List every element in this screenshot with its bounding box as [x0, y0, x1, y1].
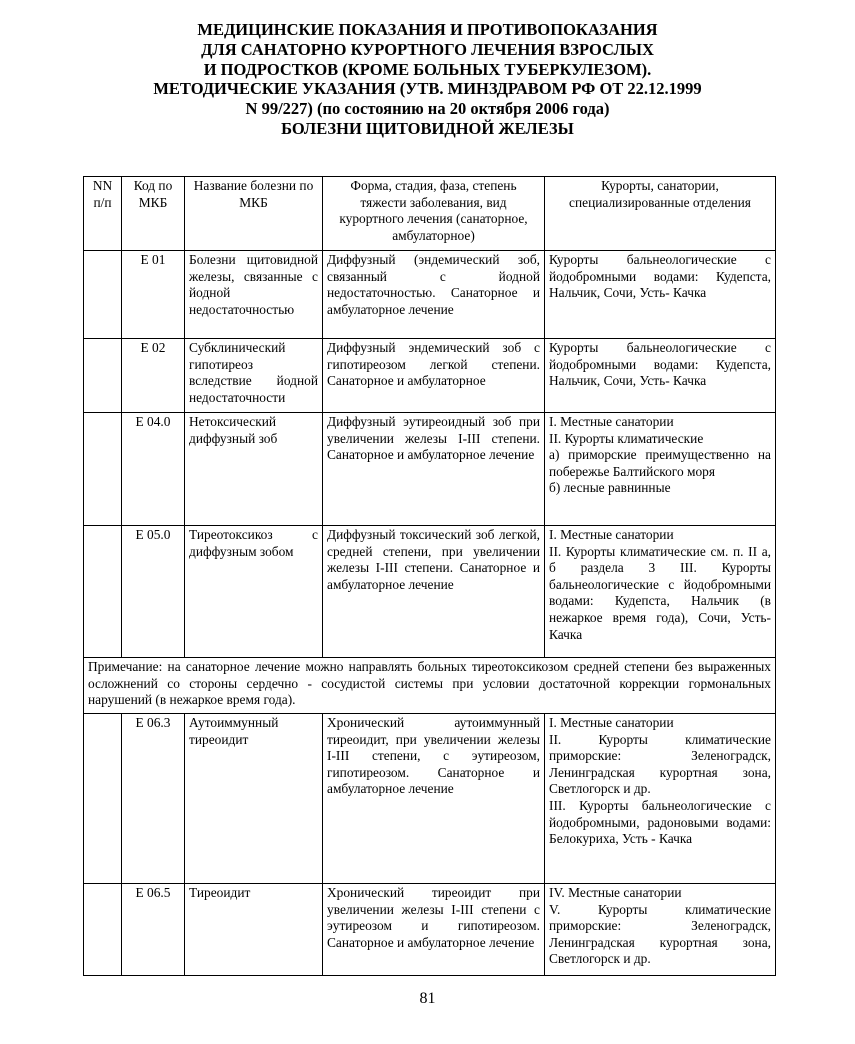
cell-form: Диффузный токсический зоб легкой, средней степени, при увеличении железы I-III степени. Санаторное и амбулаторное лечение	[323, 526, 545, 658]
resort-line: а) приморские преимущественно на побережье Балтийского моря	[549, 447, 771, 479]
cell-nn	[84, 251, 122, 339]
resort-line: Курорты бальнеологические с йодобромными водами: Кудепста, Нальчик, Сочи, Усть- Качка	[549, 340, 771, 389]
cell-resorts	[545, 413, 776, 526]
cell-disease-name: Тиреотоксикоз с диффузным зобом	[185, 526, 323, 658]
cell-disease-name: Нетоксический диффузный зоб	[185, 413, 323, 526]
cell-resorts	[545, 339, 776, 413]
cell-form: Хронический аутоиммунный тиреоидит, при увеличении железы I-III степени, с эутиреозом, гипотиреозом. Санаторное и амбулаторное лечение	[323, 714, 545, 884]
table-row	[84, 413, 776, 526]
table-row	[84, 526, 776, 658]
resort-line: I. Местные санатории	[549, 414, 674, 429]
cell-code: Е 05.0	[122, 526, 185, 658]
resort-line: I. Местные санатории	[549, 715, 674, 730]
cell-code: Е 04.0	[122, 413, 185, 526]
table-header-row	[84, 177, 776, 251]
resort-line: I. Местные санатории	[549, 527, 674, 542]
cell-form: Диффузный эутиреоидный зоб при увеличении железы I-III степени. Санаторное и амбулаторное лечение	[323, 413, 545, 526]
cell-nn	[84, 714, 122, 884]
resort-line: II. Курорты климатические	[549, 430, 704, 446]
cell-disease-name: Тиреоидит	[185, 884, 323, 976]
table-row	[84, 884, 776, 976]
header-nn: NN п/п	[84, 177, 122, 251]
cell-disease-name: Субклинический гипотиреоз вследствие йодной недостаточности	[185, 339, 323, 413]
cell-form: Хронический тиреоидит при увеличении железы I-III степени с эутиреозом и гипотиреозом. Санаторное и амбулаторное лечение	[323, 884, 545, 976]
resort-line: V. Курорты климатические приморские: Зеленоградск, Ленинградская курортная зона, Светлогорск и др.	[549, 901, 771, 967]
title-line: И ПОДРОСТКОВ (КРОМЕ БОЛЬНЫХ ТУБЕРКУЛЕЗОМ).	[203, 59, 652, 79]
cell-disease-name: Болезни щитовидной железы, связанные с йодной недостаточностью	[185, 251, 323, 339]
cell-nn	[84, 884, 122, 976]
cell-nn	[84, 526, 122, 658]
table-row	[84, 714, 776, 884]
title-line: МЕДИЦИНСКИЕ ПОКАЗАНИЯ И ПРОТИВОПОКАЗАНИЯ	[197, 20, 658, 39]
resort-line: II. Курорты климатические см. п. II а, б раздела 3 III. Курорты бальнеологические с йодобромными водами: Кудепста, Нальчик (в нежаркое время года), Сочи, Усть-Качка	[549, 543, 771, 642]
cell-code: Е 06.5	[122, 884, 185, 976]
resort-line: III. Курорты бальнеологические с йодобромными, радоновыми водами: Белокуриха, Усть - Качка	[549, 797, 771, 847]
note-text: Примечание: на санаторное лечение можно направлять больных тиреотоксикозом средней степени без выраженных осложнений со стороны сердечно - сосудистой системы при условии достаточной коррекции гормональных нарушений (в нежаркое время года).	[84, 658, 776, 714]
resort-line: Курорты бальнеологические с йодобромными водами: Кудепста, Нальчик, Сочи, Усть- Качка	[549, 252, 771, 301]
header-resorts: Курорты, санатории, специализированные отделения	[545, 177, 776, 251]
cell-resorts	[545, 526, 776, 658]
cell-resorts	[545, 884, 776, 976]
resort-line: б) лесные равнинные	[549, 480, 671, 496]
page-number: 81	[419, 990, 436, 1007]
cell-code: Е 01	[122, 251, 185, 339]
table-row	[84, 251, 776, 339]
document-title	[40, 20, 815, 139]
cell-disease-name: Аутоиммунный тиреоидит	[185, 714, 323, 884]
title-line: БОЛЕЗНИ ЩИТОВИДНОЙ ЖЕЛЕЗЫ	[281, 118, 574, 138]
title-line: ДЛЯ САНАТОРНО КУРОРТНОГО ЛЕЧЕНИЯ ВЗРОСЛЫХ	[201, 39, 654, 59]
cell-resorts	[545, 251, 776, 339]
indications-table	[83, 176, 776, 976]
header-code: Код по МКБ	[122, 177, 185, 251]
cell-resorts	[545, 714, 776, 884]
resort-line: II. Курорты климатические приморские: Зеленоградск, Ленинградская курортная зона, Светлогорск и др.	[549, 731, 771, 797]
cell-code: Е 02	[122, 339, 185, 413]
title-line: N 99/227) (по состоянию на 20 октября 2006 года)	[245, 99, 610, 119]
cell-form: Диффузный (эндемический зоб, связанный с йодной недостаточностью. Санаторное и амбулаторное лечение	[323, 251, 545, 339]
cell-nn	[84, 339, 122, 413]
header-name: Название болезни по МКБ	[185, 177, 323, 251]
cell-form: Диффузный эндемический зоб с гипотиреозом легкой степени. Санаторное и амбулаторное	[323, 339, 545, 413]
table-row	[84, 339, 776, 413]
cell-code: Е 06.3	[122, 714, 185, 884]
note-row	[84, 658, 776, 714]
cell-nn	[84, 413, 122, 526]
title-line: МЕТОДИЧЕСКИЕ УКАЗАНИЯ (УТВ. МИНЗДРАВОМ РФ ОТ 22.12.1999	[153, 79, 702, 99]
resort-line: IV. Местные санатории	[549, 885, 682, 900]
header-form: Форма, стадия, фаза, степень тяжести заболевания, вид курортного лечения (санаторное, амбулаторное)	[323, 177, 545, 251]
